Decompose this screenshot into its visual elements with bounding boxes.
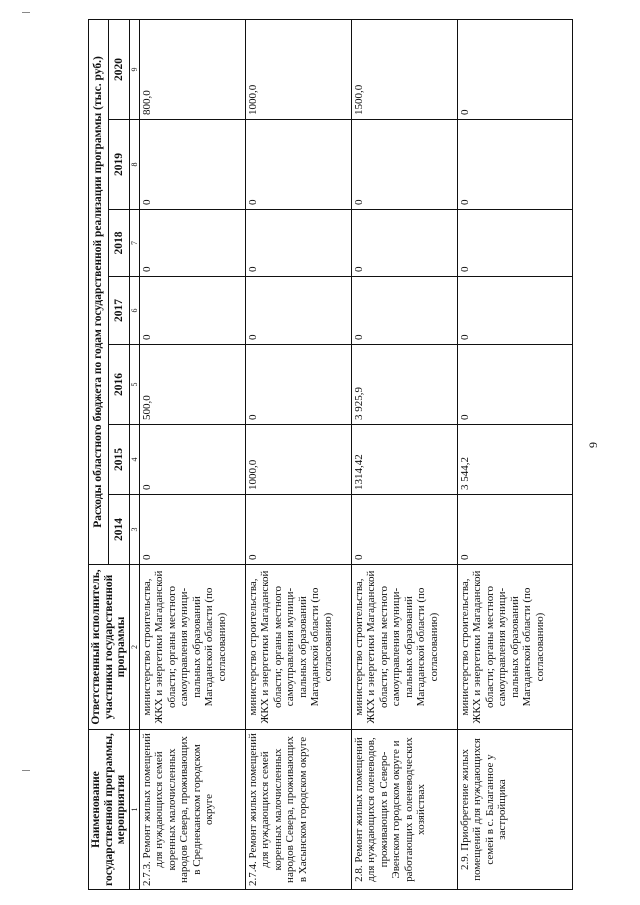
value-2020: 1500,0 [351, 19, 457, 119]
value-2019: 0 [457, 120, 572, 210]
value-2020: 1000,0 [245, 19, 351, 119]
measure-name: 2.7.4. Ремонт жилых помещений для нуждающихся семей коренных малочисленных народов Севера, проживающих в Хасынском городском округе [245, 730, 351, 890]
value-2014: 0 [351, 495, 457, 565]
header-row [89, 19, 109, 889]
column-number: 2 [129, 565, 139, 730]
executor: министерство строительства, ЖКХ и энергетики Магаданской области; органы местного самоуправления муници-пальных образований Магаданской области (по согласованию) [457, 565, 572, 730]
year-cell: 2018 [109, 210, 129, 277]
value-2018: 0 [245, 210, 351, 277]
year-cell: 2016 [109, 345, 129, 425]
column-number: 5 [129, 345, 139, 425]
column-number: 4 [129, 425, 139, 495]
measure-name: 2.7.3. Ремонт жилых помещений для нуждающихся семей коренных малочисленных народов Севера, проживающих в Среднеканском городском округе [139, 730, 245, 890]
header-expenses: Расходы областного бюджета по годам государственной реализации программы (тыс. руб.) [89, 19, 109, 564]
year-cell: 2020 [109, 19, 129, 119]
value-2019: 0 [351, 120, 457, 210]
column-number: 9 [129, 19, 139, 119]
value-2018: 0 [457, 210, 572, 277]
value-2017: 0 [457, 277, 572, 345]
value-2016: 0 [245, 345, 351, 425]
value-2015: 1314,42 [351, 425, 457, 495]
page-number: 9 [586, 442, 600, 448]
measure-name: 2.9. Приобретение жилых помещений для нуждающихся семей в с. Балаганное у застройщика [457, 730, 572, 890]
value-2015: 1000,0 [245, 425, 351, 495]
value-2019: 0 [245, 120, 351, 210]
executor: министерство строительства, ЖКХ и энергетики Магаданской области; органы местного самоуправления муници-пальных образований Магаданской области (по согласованию) [351, 565, 457, 730]
year-cell: 2014 [109, 495, 129, 565]
table-row [457, 19, 572, 889]
value-2014: 0 [457, 495, 572, 565]
value-2017: 0 [139, 277, 245, 345]
measure-name: 2.8. Ремонт жилых помещений для нуждающихся оленеводов, проживающих в Северо-Эвенском городском округе и работающих в оленеводческих хозяйствах [351, 730, 457, 890]
value-2014: 0 [245, 495, 351, 565]
value-2020: 0 [457, 19, 572, 119]
column-number: 8 [129, 120, 139, 210]
value-2016: 3 925,9 [351, 345, 457, 425]
table-row [139, 19, 245, 889]
value-2015: 3 544,2 [457, 425, 572, 495]
year-cell: 2015 [109, 425, 129, 495]
value-2015: 0 [139, 425, 245, 495]
column-number: 3 [129, 495, 139, 565]
value-2016: 500,0 [139, 345, 245, 425]
executor: министерство строительства, ЖКХ и энергетики Магаданской области; органы местного самоуправления муници-пальных образований Магаданской области (по согласованию) [139, 565, 245, 730]
table-row [351, 19, 457, 889]
value-2017: 0 [351, 277, 457, 345]
column-number: 1 [129, 730, 139, 890]
value-2020: 800,0 [139, 19, 245, 119]
column-number: 6 [129, 277, 139, 345]
executor: министерство строительства, ЖКХ и энергетики Магаданской области; органы местного самоуправления муници-пальных образований Магаданской области (по согласованию) [245, 565, 351, 730]
value-2018: 0 [139, 210, 245, 277]
header-executor: Ответственный исполнитель, участники государственной программы [89, 565, 130, 730]
value-2019: 0 [139, 120, 245, 210]
table-row [245, 19, 351, 889]
year-cell: 2019 [109, 120, 129, 210]
column-numbers-row [129, 19, 139, 889]
column-number: 7 [129, 210, 139, 277]
value-2018: 0 [351, 210, 457, 277]
value-2014: 0 [139, 495, 245, 565]
expenses-table [88, 19, 573, 890]
value-2017: 0 [245, 277, 351, 345]
value-2016: 0 [457, 345, 572, 425]
year-cell: 2017 [109, 277, 129, 345]
header-name: Наименование государственной программы, мероприятия [89, 730, 130, 890]
